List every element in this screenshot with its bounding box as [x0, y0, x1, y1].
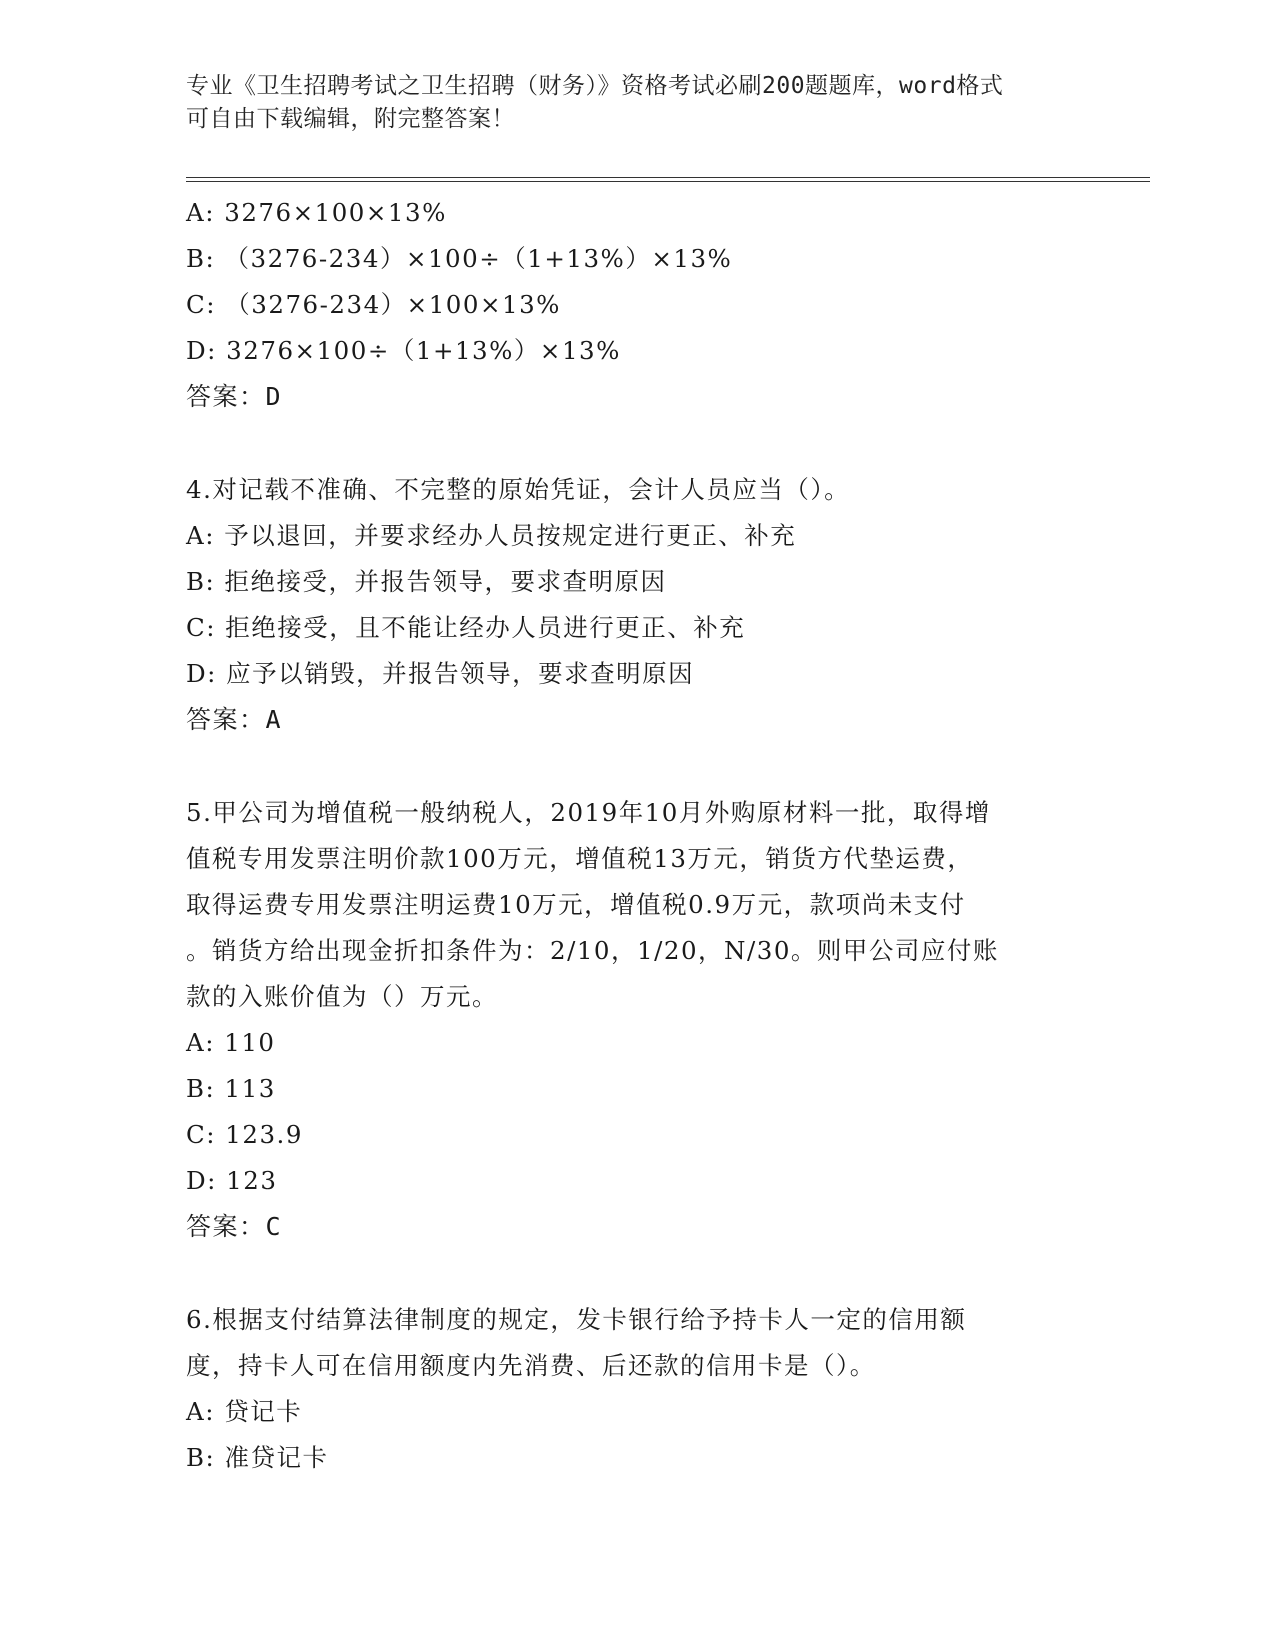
q5-question-line: 。销货方给出现金折扣条件为：2/10，1/20，N/30。则甲公司应付账: [186, 936, 999, 965]
header-divider-bottom: [186, 181, 1150, 182]
q6-option-a: A: 贷记卡: [186, 1397, 303, 1426]
q5-question-line: 取得运费专用发票注明运费10万元，增值税0.9万元，款项尚未支付: [186, 890, 966, 919]
header-line-1: 专业《卫生招聘考试之卫生招聘（财务）》资格考试必刷200题题库，word格式: [186, 73, 1004, 99]
question-3: [186, 190, 1086, 420]
header-divider-top: [186, 177, 1150, 178]
q4-option-d: D: 应予以销毁，并报告领导，要求查明原因: [186, 659, 695, 688]
q5-option-d: D: 123: [186, 1166, 278, 1195]
q4-option-b: B: 拒绝接受，并报告领导，要求查明原因: [186, 567, 667, 596]
q3-answer: 答案：D: [186, 382, 283, 411]
q6-question-line: 6.根据支付结算法律制度的规定，发卡银行给予持卡人一定的信用额: [186, 1305, 967, 1334]
q5-question-line: 5.甲公司为增值税一般纳税人，2019年10月外购原材料一批，取得增: [186, 798, 991, 827]
q4-option-a: A: 予以退回，并要求经办人员按规定进行更正、补充: [186, 521, 797, 550]
q5-question-line: 值税专用发票注明价款100万元，增值税13万元，销货方代垫运费，: [186, 844, 974, 873]
q4-answer: 答案：A: [186, 705, 283, 734]
q5-answer: 答案：C: [186, 1212, 283, 1241]
spacer: [186, 420, 1086, 467]
question-5: [186, 790, 1086, 1250]
q4-option-c: C: 拒绝接受，且不能让经办人员进行更正、补充: [186, 613, 746, 642]
document-header: [186, 70, 1086, 136]
q6-option-b: B: 准贷记卡: [186, 1443, 329, 1472]
q6-question-line: 度，持卡人可在信用额度内先消费、后还款的信用卡是（）。: [186, 1351, 876, 1380]
question-6: [186, 1297, 1086, 1481]
q5-option-a: A: 110: [186, 1028, 276, 1057]
q3-option-a: A: 3276×100×13%: [186, 198, 447, 227]
q3-option-c: C: （3276-234）×100×13%: [186, 290, 561, 319]
q5-option-b: B: 113: [186, 1074, 276, 1103]
q5-option-c: C: 123.9: [186, 1120, 303, 1149]
q3-option-b: B: （3276-234）×100÷（1+13%）×13%: [186, 244, 733, 273]
document-body: [186, 190, 1086, 1481]
q3-option-d: D: 3276×100÷（1+13%）×13%: [186, 336, 621, 365]
question-4: [186, 467, 1086, 743]
spacer: [186, 1250, 1086, 1297]
spacer: [186, 743, 1086, 790]
q4-question: 4.对记载不准确、不完整的原始凭证，会计人员应当（）。: [186, 475, 851, 504]
q5-question-line: 款的入账价值为（）万元。: [186, 982, 498, 1011]
header-line-2: 可自由下载编辑，附完整答案！: [186, 106, 515, 132]
